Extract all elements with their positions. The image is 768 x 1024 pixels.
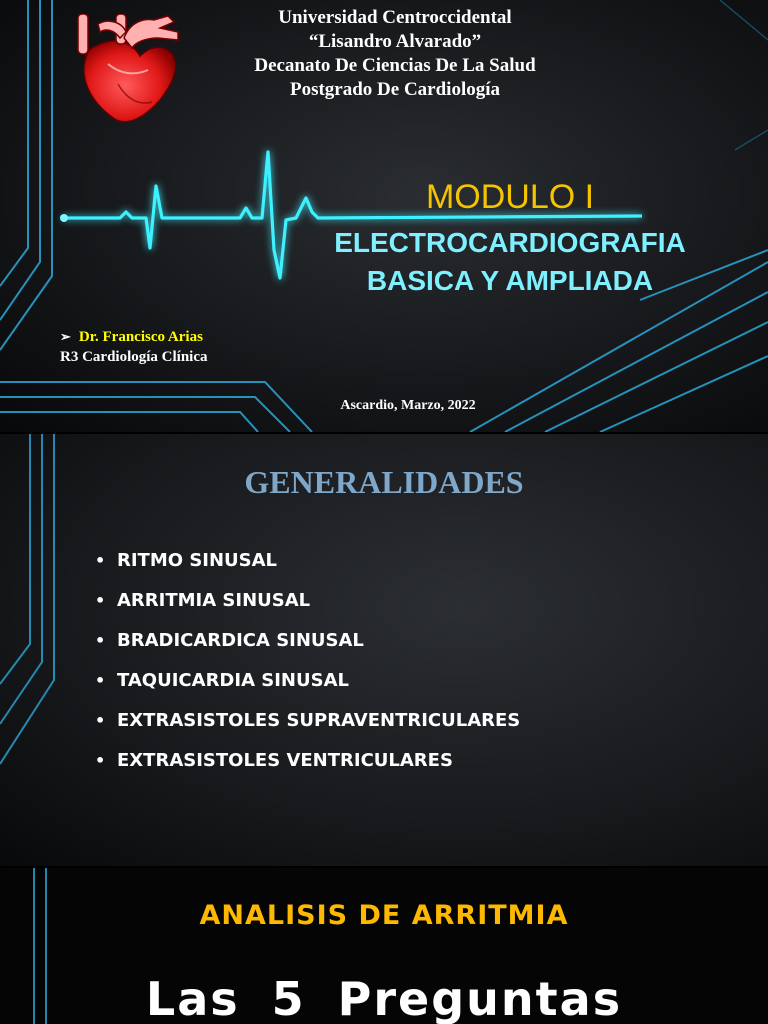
- author-line: [60, 329, 203, 346]
- section-title: GENERALIDADES: [244, 464, 524, 500]
- faculty-name: Decanato De Ciencias De La Salud: [254, 55, 536, 76]
- list-item: • RITMO SINUSAL: [95, 550, 278, 571]
- list-item: • TAQUICARDIA SINUSAL: [95, 670, 349, 691]
- topic-list: [95, 548, 520, 788]
- program-name: Postgrado De Cardiología: [289, 79, 501, 100]
- generalidades-slide: [0, 434, 768, 866]
- author-role: R3 Cardiología Clínica: [60, 349, 208, 365]
- course-title-line1: ELECTROCARDIOGRAFIA: [334, 227, 686, 258]
- list-item: • EXTRASISTOLES SUPRAVENTRICULARES: [95, 710, 521, 731]
- presentation-date: Ascardio, Marzo, 2022: [340, 398, 476, 413]
- heart-icon: [68, 14, 188, 126]
- list-item: • ARRITMIA SINUSAL: [95, 590, 311, 611]
- arrow-bullet-icon: ➢: [60, 329, 71, 344]
- course-title-line2: BASICA Y AMPLIADA: [366, 265, 654, 296]
- author-name: Dr. Francisco Arias: [78, 329, 203, 345]
- section-subtitle: Las 5 Preguntas: [145, 972, 623, 1024]
- course-title: [300, 224, 720, 300]
- analisis-slide: [0, 868, 768, 1024]
- module-title: MODULO I: [425, 178, 595, 216]
- section-title: ANALISIS DE ARRITMIA: [199, 900, 569, 931]
- list-item: • EXTRASISTOLES VENTRICULARES: [95, 750, 453, 771]
- university-subtitle: “Lisandro Alvarado”: [308, 31, 482, 52]
- university-name: Universidad Centroccidental: [278, 7, 512, 28]
- list-item: • BRADICARDICA SINUSAL: [95, 630, 364, 651]
- title-slide: [0, 0, 768, 432]
